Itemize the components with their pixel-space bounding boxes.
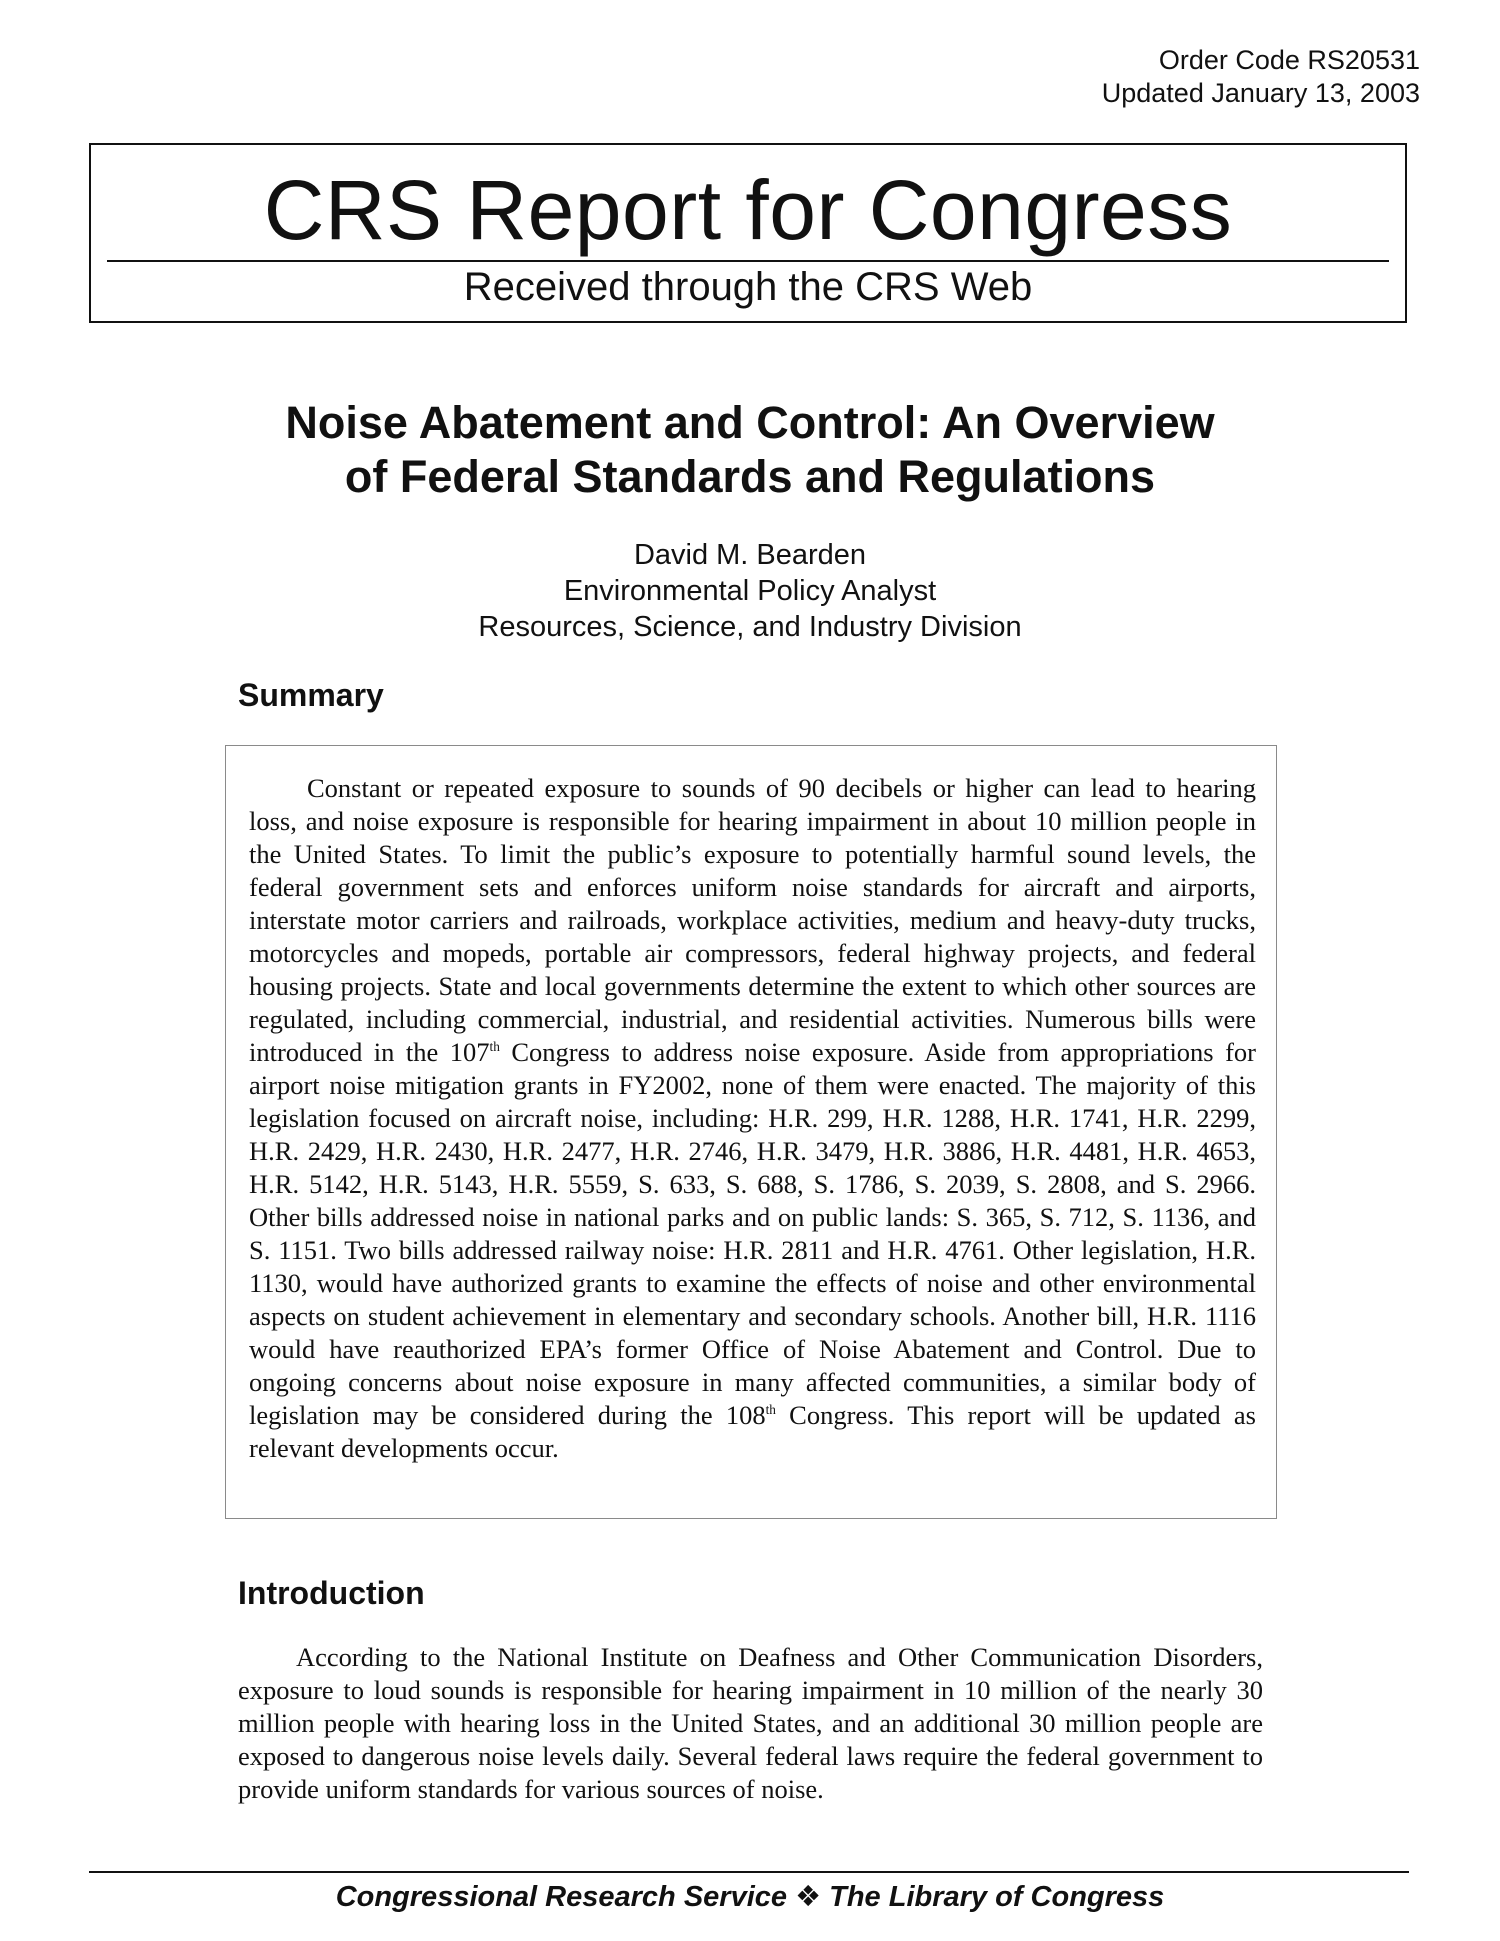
summary-text-part-3: Congress. This report will be updated as relevant developments occur.	[249, 1400, 1256, 1463]
order-info	[1102, 44, 1420, 110]
summary-box	[225, 745, 1277, 1519]
masthead-subtitle: Received through the CRS Web	[463, 265, 1033, 309]
author-division: Resources, Science, and Industry Division	[478, 611, 1022, 643]
footer-divider	[89, 1871, 1409, 1873]
report-title-line-1: Noise Abatement and Control: An Overview	[285, 397, 1215, 448]
masthead-box	[89, 143, 1407, 323]
report-title	[150, 396, 1350, 504]
summary-superscript-1: th	[489, 1039, 500, 1055]
updated-date: Updated January 13, 2003	[1101, 78, 1420, 108]
masthead-title: CRS Report for Congress	[263, 163, 1233, 257]
summary-superscript-2: th	[765, 1402, 776, 1418]
footer-text: Congressional Research Service ❖ The Library of Congress	[335, 1881, 1165, 1913]
masthead-divider	[107, 260, 1389, 262]
author-block	[300, 537, 1200, 645]
author-title: Environmental Policy Analyst	[563, 575, 937, 607]
introduction-paragraph: According to the National Institute on Deafness and Other Communication Disorders, exposure to loud sounds is responsible for hearing impairment in 10 million of the nearly 30 million people with hearing loss in the United States, and an additional 30 million people are exposed to dangerous noise levels daily. Several federal laws require the federal government to provide uniform standards for various sources of noise.	[238, 1642, 1263, 1804]
summary-heading: Summary	[238, 677, 384, 713]
order-code: Order Code RS20531	[1158, 45, 1420, 75]
report-title-line-2: of Federal Standards and Regulations	[344, 451, 1156, 502]
summary-text-part-1: Constant or repeated exposure to sounds of 90 decibels or higher can lead to hearing loss, and noise exposure is responsible for hearing impairment in about 10 million people in the United States. To limit the public’s exposure to potentially harmful sound levels, the federal government sets and enforces uniform noise standards for aircraft and airports, interstate motor carriers and railroads, workplace activities, medium and heavy-duty trucks, motorcycles and mopeds, portable air compressors, federal highway projects, and federal housing projects. State and local governments determine the extent to which other sources are regulated, including commercial, industrial, and residential activities. Numerous bills were introduced in the 107	[249, 773, 1256, 1067]
author-name: David M. Bearden	[633, 539, 867, 571]
introduction-heading: Introduction	[238, 1575, 425, 1611]
summary-text-part-2: Congress to address noise exposure. Aside from appropriations for airport noise mitigation grants in FY2002, none of them were enacted. The majority of this legislation focused on aircraft noise, including: H.R. 299, H.R. 1288, H.R. 1741, H.R. 2299, H.R. 2429, H.R. 2430, H.R. 2477, H.R. 2746, H.R. 3479, H.R. 3886, H.R. 4481, H.R. 4653, H.R. 5142, H.R. 5143, H.R. 5559, S. 633, S. 688, S. 1786, S. 2039, S. 2808, and S. 2966. Other bills addressed noise in national parks and on public lands: S. 365, S. 712, S. 1136, and S. 1151. Two bills addressed railway noise: H.R. 2811 and H.R. 4761. Other legislation, H.R. 1130, would have authorized grants to examine the effects of noise and other environmental aspects on student achievement in elementary and secondary schools. Another bill, H.R. 1116 would have reauthorized EPA’s former Office of Noise Abatement and Control. Due to ongoing concerns about noise exposure in many affected communities, a similar body of legislation may be considered during the 108	[249, 1037, 1257, 1430]
summary-paragraph	[249, 772, 1256, 1465]
